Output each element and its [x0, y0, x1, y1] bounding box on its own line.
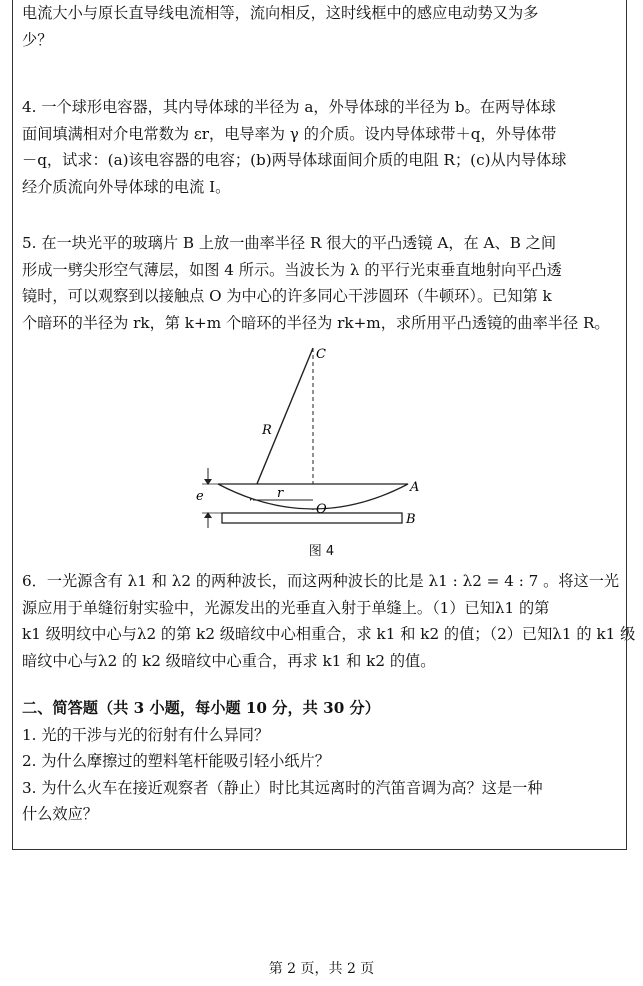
text-line: 源应用于单缝衍射实验中，光源发出的光垂直入射于单缝上。（1）已知λ1 的第	[22, 598, 550, 617]
question-6	[22, 568, 636, 674]
short-question-2: 2. 为什么摩擦过的塑料笔杆能吸引轻小纸片？	[22, 752, 330, 770]
lens-a	[218, 484, 408, 509]
label-o: O	[316, 502, 327, 517]
text-line: 6．一光源含有 λ1 和 λ2 的两种波长，而这两种波长的比是 λ1 : λ2 = 4 : 7 。将这一光	[22, 572, 620, 590]
figure-caption: 图 4	[308, 544, 335, 559]
label-e: e	[196, 489, 204, 504]
newtons-rings-figure	[180, 338, 440, 556]
label-a: A	[410, 480, 420, 495]
question-3-continuation	[22, 0, 620, 53]
text-line: 形成一劈尖形空气薄层，如图 4 所示。当波长为 λ 的平行光束垂直地射向平凸透	[22, 260, 562, 279]
text-line: 暗纹中心与λ2 的 k2 级暗纹中心重合，再求 k1 和 k2 的值。	[22, 651, 436, 670]
label-c: C	[316, 347, 326, 362]
text-line: k1 级明纹中心与λ2 的第 k2 级暗纹中心相重合，求 k1 和 k2 的值；（2）已知λ1 的 k1 级	[22, 625, 636, 643]
radius-line	[252, 348, 313, 496]
short-question-1: 1. 光的干涉与光的衍射有什么异同？	[22, 725, 270, 744]
text-line: 电流大小与原长直导线电流相等，流向相反，这时线框中的感应电动势又为多	[22, 4, 539, 22]
text-line: 5. 在一块光平的玻璃片 B 上放一曲率半径 R 很大的平凸透镜 A，在 A、B 之间	[22, 234, 557, 252]
label-r-small: r	[277, 486, 284, 501]
short-question-3-cont: 什么效应？	[22, 805, 98, 823]
page-number: 第 2 页，共 2 页	[268, 961, 375, 977]
question-4	[22, 94, 620, 200]
label-b: B	[406, 512, 416, 527]
text-line: 少？	[22, 30, 53, 49]
text-line: 面间填满相对介电常数为 εr，电导率为 γ 的介质。设内导体球带＋q，外导体带	[22, 124, 557, 143]
section-short-answer	[22, 695, 620, 828]
text-line: －q，试求：(a)该电容器的电容；(b)两导体球面间介质的电阻 R；(c)从内导体球	[22, 151, 567, 169]
glass-plate-b	[222, 513, 402, 523]
text-line: 经介质流向外导体球的电流 I。	[22, 177, 231, 196]
label-r-big: R	[262, 423, 272, 438]
short-question-3: 3. 为什么火车在接近观察者（静止）时比其远离时的汽笛音调为高？这是一种	[22, 778, 543, 797]
text-line: 4. 一个球形电容器，其内导体球的半径为 a，外导体球的半径为 b。在两导体球	[22, 98, 556, 116]
text-line: 镜时，可以观察到以接触点 O 为中心的许多同心干涉圆环（牛顿环）。已知第 k	[22, 287, 552, 305]
section-heading: 二、简答题（共 3 小题，每小题 10 分，共 30 分）	[22, 699, 380, 717]
text-line: 个暗环的半径为 rk，第 k+m 个暗环的半径为 rk+m，求所用平凸透镜的曲率半径 R。	[22, 313, 610, 332]
question-5	[22, 230, 620, 336]
